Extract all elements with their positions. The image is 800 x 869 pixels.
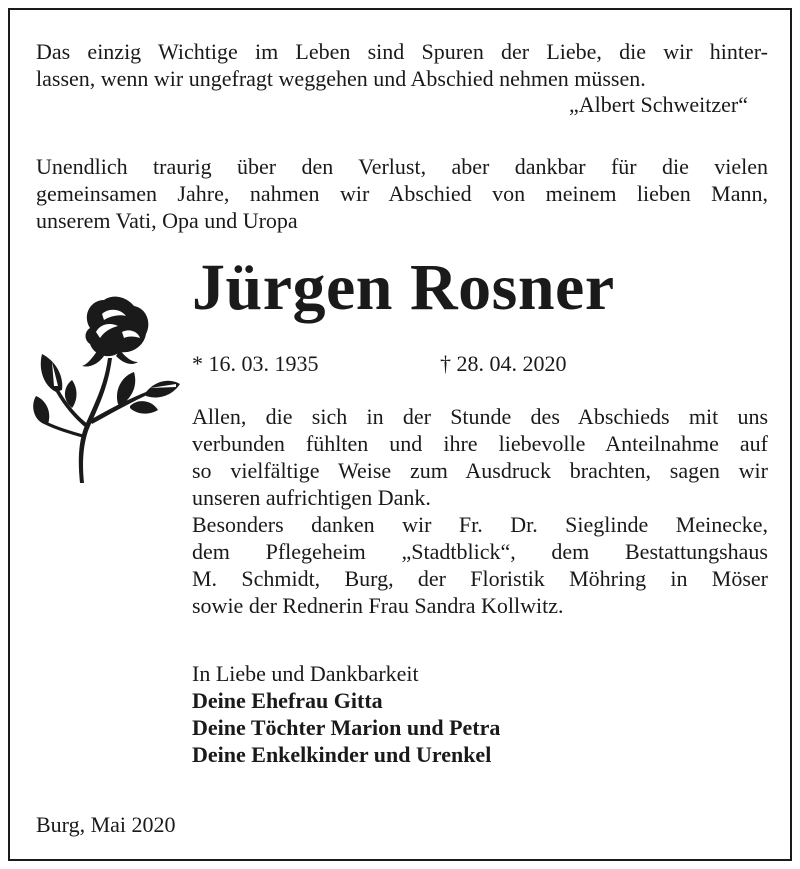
intro-line: Unendlich traurig über den Verlust, aber dankbar für die vielen xyxy=(36,154,768,179)
thanks-line: Besonders danken wir Fr. Dr. Sieglinde Meinecke, xyxy=(192,512,768,537)
family-line: Deine Töchter Marion und Petra xyxy=(192,715,501,740)
quote-author: „Albert Schweitzer“ xyxy=(569,92,748,117)
thanks-line: Allen, die sich in der Stunde des Abschieds mit uns xyxy=(192,404,768,429)
place-date: Burg, Mai 2020 xyxy=(36,812,176,837)
quote-line: lassen, wenn wir ungefragt weggehen und Abschied nehmen müssen. xyxy=(36,66,646,91)
thanks-text xyxy=(192,403,768,619)
rose-icon xyxy=(30,288,180,488)
intro-text xyxy=(36,153,768,234)
intro-line: gemeinsamen Jahre, nahmen wir Abschied von meinem lieben Mann, xyxy=(36,181,768,206)
birth-date: * 16. 03. 1935 xyxy=(192,351,319,376)
thanks-line: dem Pflegeheim „Stadtblick“, dem Bestattungshaus xyxy=(192,539,768,564)
thanks-line: unseren aufrichtigen Dank. xyxy=(192,485,431,510)
quote xyxy=(36,38,768,92)
deceased-name: Jürgen Rosner xyxy=(192,251,615,324)
thanks-line: M. Schmidt, Burg, der Floristik Möhring in Möser xyxy=(192,566,768,591)
death-date: † 28. 04. 2020 xyxy=(440,351,567,376)
thanks-line: so vielfältige Weise zum Ausdruck brachten, sagen wir xyxy=(192,458,768,483)
obituary-frame xyxy=(8,8,792,861)
closing-intro: In Liebe und Dankbarkeit xyxy=(192,661,419,686)
closing xyxy=(192,660,768,768)
intro-line: unserem Vati, Opa und Uropa xyxy=(36,208,298,233)
family-line: Deine Enkelkinder und Urenkel xyxy=(192,742,492,767)
thanks-line: verbunden fühlten und ihre liebevolle Anteilnahme auf xyxy=(192,431,768,456)
quote-line: Das einzig Wichtige im Leben sind Spuren der Liebe, die wir hinter- xyxy=(36,39,768,64)
thanks-line: sowie der Rednerin Frau Sandra Kollwitz. xyxy=(192,593,564,618)
family-line: Deine Ehefrau Gitta xyxy=(192,688,383,713)
